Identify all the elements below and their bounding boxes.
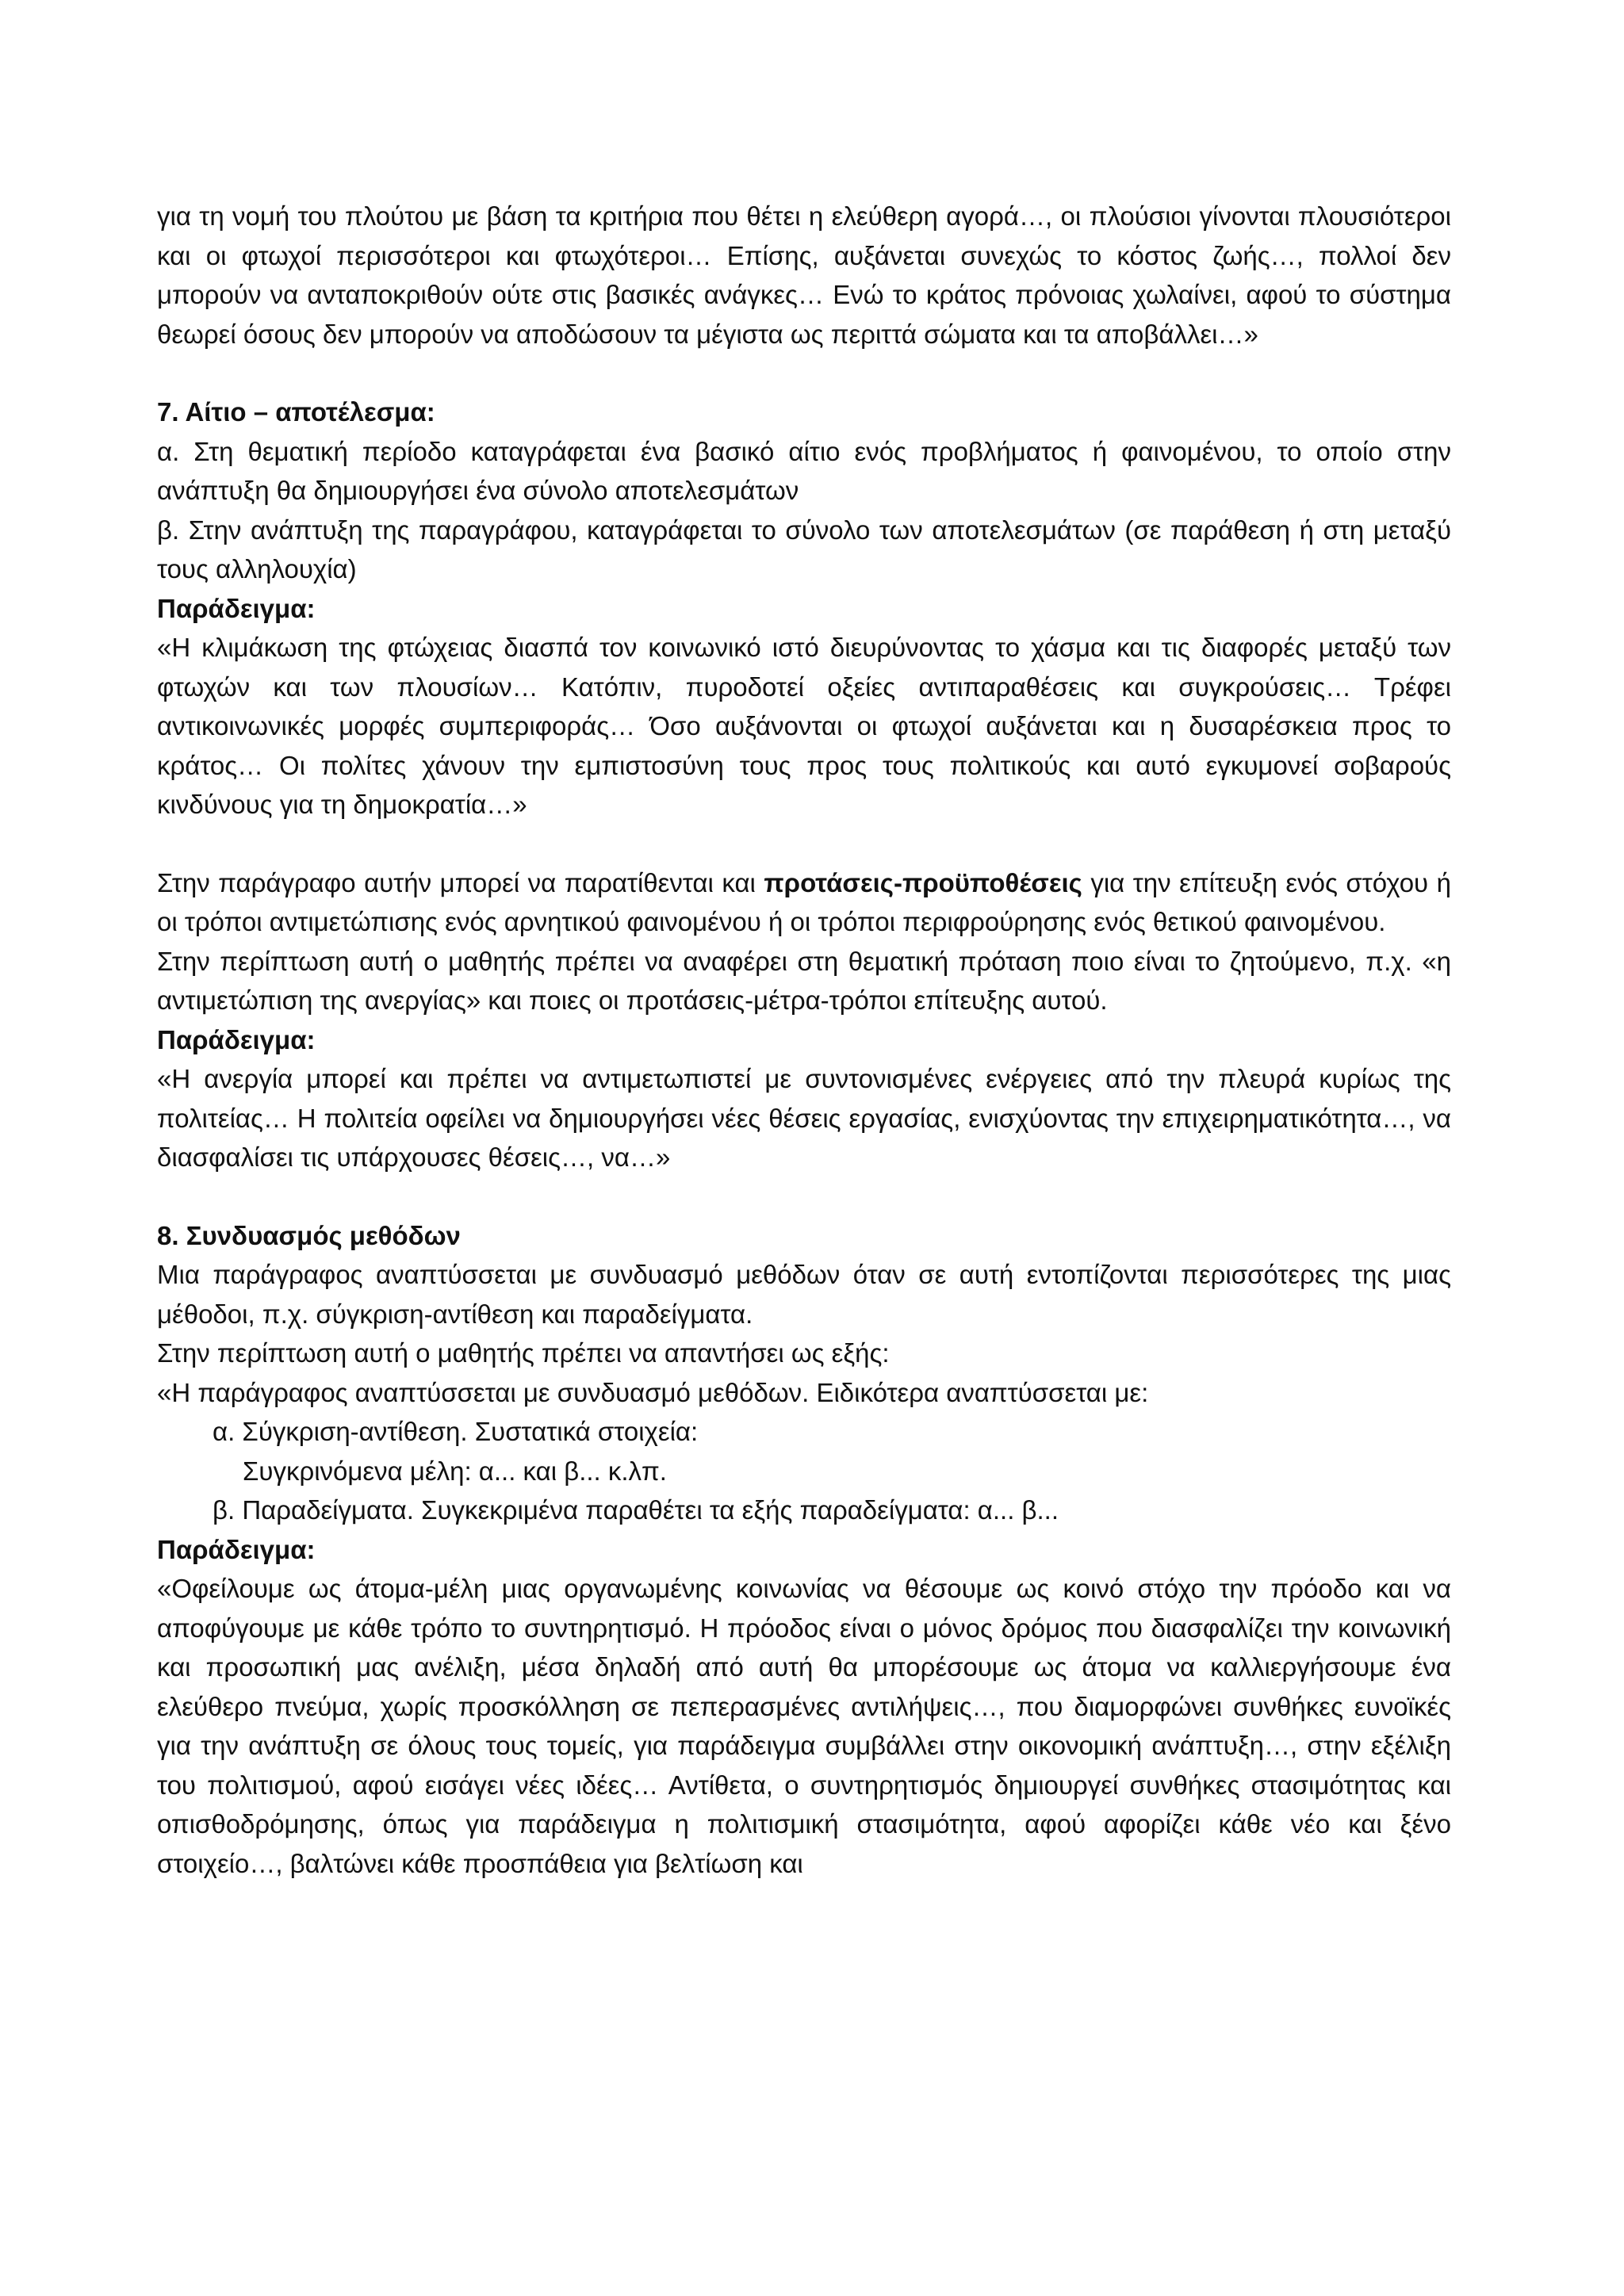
spacer (157, 354, 1451, 392)
section-7-example2-text: «Η ανεργία μπορεί και πρέπει να αντιμετωπιστεί με συντονισμένες ενέργειες από την πλευρά κυρίως της πολιτείας… Η πολιτεία οφείλει να δημιουργήσει νέες θέσεις εργασίας, ενισχύοντας την επιχειρηματικότητα…, να διασφαλίσει τις υπάρχουσες θέσεις…, να…» (157, 1064, 1451, 1172)
conditions-bold-term: προτάσεις-προϋποθέσεις (764, 867, 1082, 897)
section-8-intro: Μια παράγραφος αναπτύσσεται με συνδυασμό μεθόδων όταν σε αυτή εντοπίζονται περισσότερες της μιας μέθοδοι, π.χ. σύγκριση-αντίθεση και παραδείγματα. (157, 1260, 1451, 1329)
section-8-answer-intro: «Η παράγραφος αναπτύσσεται με συνδυασμό μεθόδων. Ειδικότερα αναπτύσσεται με: (157, 1377, 1149, 1407)
section-8-example-text: «Οφείλουμε ως άτομα-μέλη μιας οργανωμένης κοινωνίας να θέσουμε ως κοινό στόχο την πρόοδο και να αποφύγουμε με κάθε τρόπο το συντηρητισμό. Η πρόοδος είναι ο μόνος δρόμος που διασφαλίζει την κοινωνική και προσωπική μας ανέλιξη, μέσα δηλαδή από αυτή θα μπορέσουμε ως άτομα να καλλιεργήσουμε ένα ελεύθερο πνεύμα, χωρίς προσκόλληση σε πεπερασμένες αντιλήψεις…, που διαμορφώνει συνθήκες ευνοϊκές για την ανάπτυξη σε όλους τους τομείς, για παράδειγμα συμβάλλει στην οικονομική ανάπτυξη…, στην εξέλιξη του πολιτισμού, αφού εισάγει νέες ιδέες… Αντίθετα, ο συντηρητισμός δημιουργεί συνθήκες στασιμότητας και οπισθοδρόμησης, όπως για παράδειγμα η πολιτισμική στασιμότητα, αφού αφορίζει κάθε νέο και ξένο στοιχείο…, βαλτώνει κάθε προσπάθεια για βελτίωση και (157, 1574, 1451, 1878)
document-page (157, 197, 1451, 1883)
section-8-answer-a: α. Σύγκριση-αντίθεση. Συστατικά στοιχεία: (213, 1417, 699, 1446)
section-7-point-b: β. Στην ανάπτυξη της παραγράφου, καταγράφεται το σύνολο των αποτελεσμάτων (σε παράθεση ή στη μεταξύ τους αλληλουχία) (157, 515, 1451, 584)
spacer (157, 825, 1451, 863)
spacer (157, 1177, 1451, 1216)
section-8-answer-b: β. Παραδείγματα. Συγκεκριμένα παραθέτει τα εξής παραδείγματα: α... β... (213, 1495, 1059, 1525)
section-8-instruction: Στην περίπτωση αυτή ο μαθητής πρέπει να απαντήσει ως εξής: (157, 1338, 890, 1368)
section-7-heading: 7. Αίτιο – αποτέλεσμα: (157, 397, 435, 427)
conditions-text-after: για την επίτευξη ενός στόχου ή οι τρόποι αντιμετώπισης ενός αρνητικού φαινομένου ή οι τρόποι περιφρούρησης ενός θετικού φαινομένου. (157, 867, 1451, 936)
section-8-heading: 8. Συνδυασμός μεθόδων (157, 1220, 461, 1250)
section-7-example-text: «Η κλιμάκωση της φτώχειας διασπά τον κοινωνικό ιστό διευρύνοντας το χάσμα και τις διαφορές μεταξύ των φτωχών και των πλουσίων… Κατόπιν, πυροδοτεί οξείες αντιπαραθέσεις και συγκρούσεις… Τρέφει αντικοινωνικές μορφές συμπεριφοράς… Όσο αυξάνονται οι φτωχοί αυξάνεται και η δυσαρέσκεια προς το κράτος… Οι πολίτες χάνουν την εμπιστοσύνη τους προς τους πολιτικούς και αυτό εγκυμονεί σοβαρούς κινδύνους για τη δημοκρατία…» (157, 633, 1451, 819)
section-8-answer-a-detail: Συγκρινόμενα μέλη: α... και β... κ.λπ. (243, 1456, 667, 1486)
section-7-point-a: α. Στη θεματική περίοδο καταγράφεται ένα βασικό αίτιο ενός προβλήματος ή φαινομένου, το οποίο στην ανάπτυξη θα δημιουργήσει ένα σύνολο αποτελεσμάτων (157, 436, 1451, 505)
conditions-text-before: Στην παράγραφο αυτήν μπορεί να παρατίθενται και (157, 867, 764, 897)
section-7-conditions-paragraph (157, 863, 1451, 942)
intro-paragraph: για τη νομή του πλούτου με βάση τα κριτήρια που θέτει η ελεύθερη αγορά…, οι πλούσιοι γίνονται πλουσιότεροι και οι φτωχοί περισσότεροι και φτωχότεροι… Επίσης, αυξάνεται συνεχώς το κόστος ζωής…, πολλοί δεν μπορούν να ανταποκριθούν ούτε στις βασικές ανάγκες… Ενώ το κράτος πρόνοιας χωλαίνει, αφού το σύστημα θεωρεί όσους δεν μπορούν να αποδώσουν τα μέγιστα ως περιττά σώματα και τα αποβάλλει…» (157, 201, 1451, 349)
section-7-conditions-note: Στην περίπτωση αυτή ο μαθητής πρέπει να αναφέρει στη θεματική πρόταση ποιο είναι το ζητούμενο, π.χ. «η αντιμετώπιση της ανεργίας» και ποιες οι προτάσεις-μέτρα-τρόποι επίτευξης αυτού. (157, 946, 1451, 1015)
section-7-example2-label: Παράδειγμα: (157, 1024, 316, 1054)
section-7-example-label: Παράδειγμα: (157, 593, 316, 623)
section-8-example-label: Παράδειγμα: (157, 1534, 316, 1564)
